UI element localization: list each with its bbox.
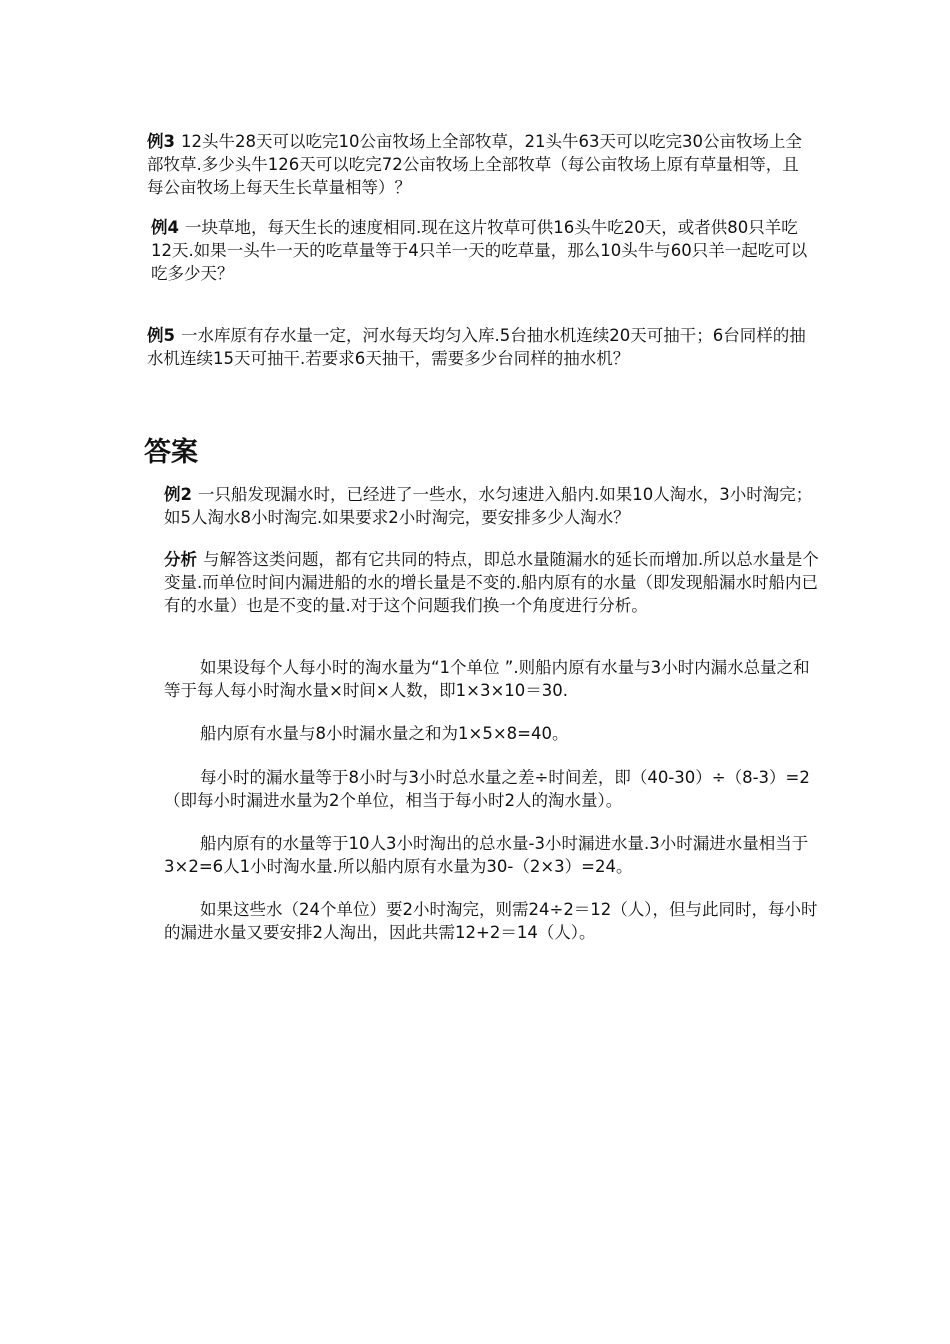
example-5-label: 例5 [147,326,175,345]
answer-example-2-text: 一只船发现漏水时，已经进了一些水，水匀速进入船内.如果10人淘水，3小时淘完；如5人淘水8小时淘完.如果要求2小时淘完，要安排多少人淘水？ [164,485,813,527]
answer-example-2 [164,483,820,529]
step-5-text: 如果这些水（24个单位）要2小时淘完，则需24÷2＝12（人），但与此同时，每小时的漏进水量又要安排2人淘出，因此共需12+2＝14（人）。 [164,900,818,942]
step-3-text: 每小时的漏水量等于8小时与3小时总水量之差÷时间差，即（40-30）÷（8-3）=2（即每小时漏进水量为2个单位，相当于每小时2人的淘水量）。 [164,768,810,810]
step-2-text: 船内原有水量与8小时漏水量之和为1×5×8=40。 [200,724,569,743]
analysis-paragraph [164,548,820,617]
answer-heading: 答案 [144,437,198,468]
example-4 [151,216,811,285]
example-4-text: 一块草地，每天生长的速度相同.现在这片牧草可供16头牛吃20天，或者供80只羊吃12天.如果一头牛一天的吃草量等于4只羊一天的吃草量，那么10头牛与60只羊一起吃可以吃多少天？ [151,218,808,283]
step-3 [164,766,820,812]
step-1 [164,656,820,702]
example-3-label: 例3 [147,132,175,151]
analysis-label: 分析 [164,550,197,569]
answer-example-2-label: 例2 [164,485,192,504]
step-4-text: 船内原有的水量等于10人3小时淘出的总水量-3小时漏进水量.3小时漏进水量相当于3×2=6人1小时淘水量.所以船内原有水量为30-（2×3）=24。 [164,834,809,876]
example-5-text: 一水库原有存水量一定，河水每天均匀入库.5台抽水机连续20天可抽干；6台同样的抽水机连续15天可抽干.若要求6天抽干，需要多少台同样的抽水机？ [147,326,806,368]
step-1-text: 如果设每个人每小时的淘水量为“1个单位 ”.则船内原有水量与3小时内漏水总量之和等于每人每小时淘水量×时间×人数，即1×3×10＝30. [164,658,810,700]
step-4 [164,832,820,878]
analysis-text: 与解答这类问题，都有它共同的特点，即总水量随漏水的延长而增加.所以总水量是个变量.而单位时间内漏进船的水的增长量是不变的.船内原有的水量（即发现船漏水时船内已有的水量）也是不变的量.对于这个问题我们换一个角度进行分析。 [164,550,819,615]
step-5 [164,898,820,944]
example-3-text: 12头牛28天可以吃完10公亩牧场上全部牧草，21头牛63天可以吃完30公亩牧场上全部牧草.多少头牛126天可以吃完72公亩牧场上全部牧草（每公亩牧场上原有草量相等，且每公亩牧场上每天生长草量相等）？ [147,132,802,197]
example-5 [147,324,807,370]
step-2 [164,722,820,745]
example-4-label: 例4 [151,218,179,237]
example-3 [147,130,807,197]
